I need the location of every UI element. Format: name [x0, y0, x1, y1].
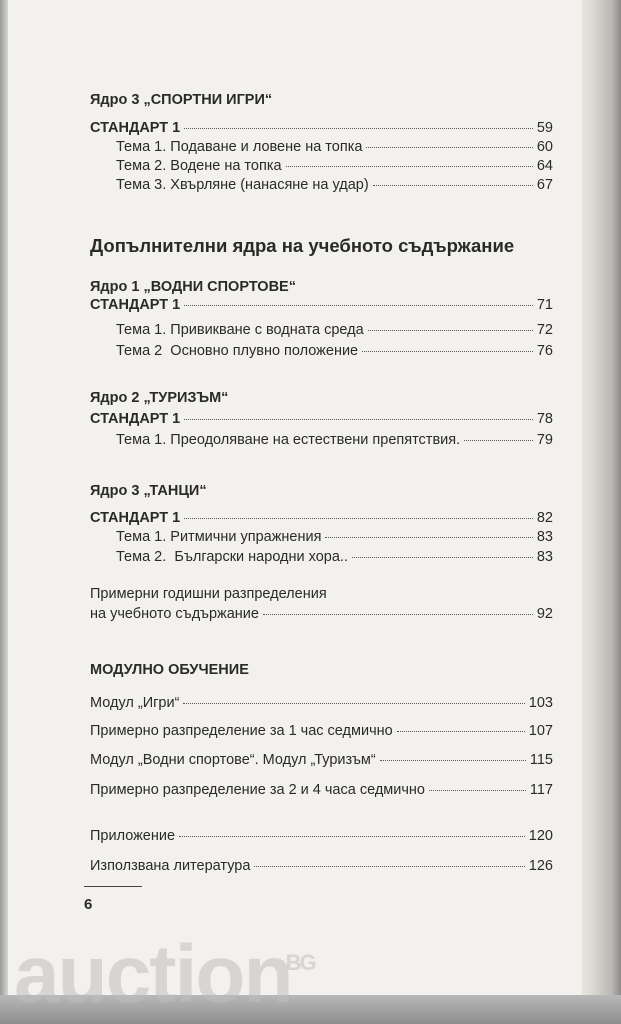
toc-label: Тема 2. Водене на топка — [116, 158, 282, 174]
toc-entry[interactable] — [90, 410, 553, 428]
dot-leader — [352, 557, 533, 558]
toc-page: 59 — [536, 120, 553, 136]
toc-label: на учебното съдържание — [90, 606, 259, 622]
toc-page: 71 — [536, 297, 553, 313]
dot-leader — [368, 330, 533, 331]
toc-label: Тема 3. Хвърляне (нанасяне на удар) — [116, 177, 369, 193]
toc-page: 117 — [529, 782, 553, 798]
toc-entry[interactable] — [90, 827, 553, 845]
dot-leader — [429, 790, 526, 791]
toc-page: 72 — [536, 322, 553, 338]
toc-entry[interactable] — [116, 176, 553, 194]
dot-leader — [184, 128, 533, 129]
dot-leader — [464, 440, 533, 441]
toc-page: 60 — [536, 139, 553, 155]
toc-entry[interactable] — [116, 431, 553, 449]
dot-leader — [286, 166, 533, 167]
page-left-edge — [0, 0, 8, 1024]
toc-label: СТАНДАРТ 1 — [90, 510, 181, 526]
toc-label: СТАНДАРТ 1 — [90, 411, 181, 427]
toc-page: 115 — [529, 752, 553, 768]
toc-label: Модул „Водни спортове“. Модул „Туризъм“ — [90, 752, 376, 768]
toc-entry[interactable] — [116, 548, 553, 566]
toc-page: 82 — [536, 510, 553, 526]
footer-rule — [84, 886, 142, 887]
toc-label: СТАНДАРТ 1 — [90, 297, 181, 313]
dot-leader — [362, 351, 533, 352]
watermark-logo — [14, 928, 315, 1022]
dot-leader — [183, 703, 524, 704]
dot-leader — [380, 760, 526, 761]
toc-page: 83 — [536, 549, 553, 565]
toc-entry[interactable] — [90, 119, 553, 137]
toc-label: Тема 1. Ритмични упражнения — [116, 529, 322, 545]
watermark-text: auction — [14, 929, 292, 1020]
dot-leader — [263, 614, 533, 615]
toc-label: Модул „Игри“ — [90, 695, 180, 711]
core-title: Ядро 2 „ТУРИЗЪМ“ — [90, 390, 229, 406]
toc-entry[interactable] — [90, 296, 553, 314]
toc-label-line1: Примерни годишни разпределения — [90, 586, 327, 602]
toc-label: Примерно разпределение за 1 час седмично — [90, 723, 393, 739]
toc-entry[interactable] — [116, 528, 553, 546]
toc-label: Тема 1. Подаване и ловене на топка — [116, 139, 363, 155]
toc-entry[interactable] — [90, 722, 553, 740]
toc-page: 83 — [536, 529, 553, 545]
toc-page: 78 — [536, 411, 553, 427]
dot-leader — [254, 866, 524, 867]
watermark-suffix: BG — [285, 950, 315, 975]
dot-leader — [397, 731, 525, 732]
toc-page: 126 — [528, 858, 553, 874]
toc-entry[interactable] — [116, 157, 553, 175]
toc-entry[interactable] — [90, 781, 553, 799]
toc-entry[interactable] — [90, 694, 553, 712]
toc-label: Използвана литература — [90, 858, 251, 874]
dot-leader — [373, 185, 533, 186]
dot-leader — [184, 305, 533, 306]
toc-label: Приложение — [90, 828, 176, 844]
dot-leader — [179, 836, 525, 837]
toc-entry[interactable] — [116, 138, 553, 156]
toc-label: Тема 2 Основно плувно положение — [116, 343, 359, 359]
toc-entry[interactable] — [90, 751, 553, 769]
core-title: Ядро 3 „СПОРТНИ ИГРИ“ — [90, 92, 273, 108]
toc-page: 92 — [536, 606, 553, 622]
section-heading: МОДУЛНО ОБУЧЕНИЕ — [90, 662, 249, 678]
toc-entry[interactable] — [90, 857, 553, 875]
page-right-edge — [582, 0, 621, 1024]
dot-leader — [366, 147, 532, 148]
toc-page: 64 — [536, 158, 553, 174]
toc-entry[interactable] — [116, 321, 553, 339]
toc-label: Примерно разпределение за 2 и 4 часа седмично — [90, 782, 425, 798]
toc-entry[interactable] — [90, 509, 553, 527]
toc-page: 103 — [528, 695, 553, 711]
section-heading: Допълнителни ядра на учебното съдържание — [90, 235, 515, 256]
page-number: 6 — [84, 896, 93, 913]
toc-page: 67 — [536, 177, 553, 193]
core-title: Ядро 3 „ТАНЦИ“ — [90, 483, 207, 499]
toc-page: 120 — [528, 828, 553, 844]
toc-entry[interactable] — [116, 342, 553, 360]
toc-page: 79 — [536, 432, 553, 448]
core-title: Ядро 1 „ВОДНИ СПОРТОВЕ“ — [90, 279, 296, 295]
toc-label: Тема 2. Български народни хора.. — [116, 549, 348, 565]
toc-page: 107 — [528, 723, 553, 739]
toc-label: СТАНДАРТ 1 — [90, 120, 181, 136]
dot-leader — [184, 419, 533, 420]
toc-entry[interactable] — [90, 605, 553, 623]
toc-label: Тема 1. Преодоляване на естествени препятствия. — [116, 432, 461, 448]
toc-label: Тема 1. Привикване с водната среда — [116, 322, 364, 338]
dot-leader — [184, 518, 533, 519]
toc-page: 76 — [536, 343, 553, 359]
dot-leader — [325, 537, 532, 538]
